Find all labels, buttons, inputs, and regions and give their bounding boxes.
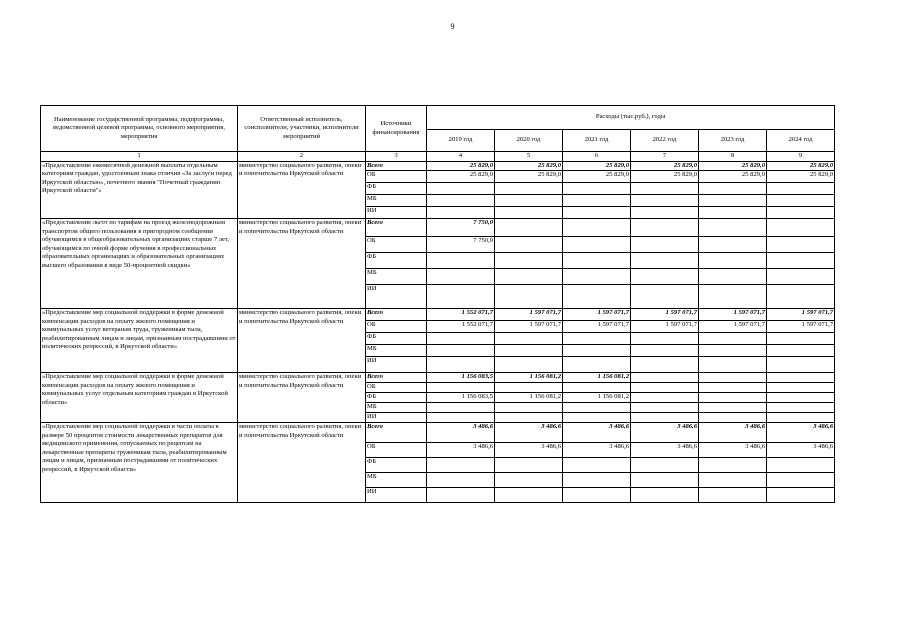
expense-value: 1 552 071,7 <box>427 321 495 333</box>
expense-value: 25 829,0 <box>427 162 495 171</box>
expense-value <box>495 195 563 207</box>
expense-value <box>427 285 495 309</box>
expense-value <box>699 383 767 393</box>
funding-source: ОБ <box>366 443 427 458</box>
expense-value <box>699 403 767 413</box>
expense-value <box>767 413 835 423</box>
expense-value: 25 829,0 <box>631 171 699 183</box>
funding-source: ИИ <box>366 285 427 309</box>
expense-value: 1 552 071,7 <box>427 309 495 321</box>
expense-value: 3 486,6 <box>631 443 699 458</box>
expense-value: 25 829,0 <box>699 162 767 171</box>
expense-value: 3 486,6 <box>427 423 495 443</box>
expense-value <box>563 403 631 413</box>
funding-source: Всего <box>366 373 427 383</box>
expense-value <box>427 253 495 269</box>
expense-value <box>495 207 563 219</box>
expense-value: 3 486,6 <box>699 443 767 458</box>
table-row <box>41 219 835 237</box>
expense-value <box>563 333 631 345</box>
expense-value: 1 597 071,7 <box>767 309 835 321</box>
expense-value <box>699 373 767 383</box>
header-year: 2024 год <box>767 130 835 152</box>
expense-value: 7 750,0 <box>427 219 495 237</box>
expense-value <box>699 183 767 195</box>
expense-value <box>427 357 495 373</box>
expense-value <box>767 237 835 253</box>
expense-value: 1 597 071,7 <box>563 321 631 333</box>
expense-value <box>699 207 767 219</box>
expense-value <box>495 413 563 423</box>
expense-value <box>427 403 495 413</box>
expense-value <box>767 219 835 237</box>
expense-value <box>563 413 631 423</box>
expense-value: 1 156 083,5 <box>427 373 495 383</box>
expense-value: 1 597 071,7 <box>495 321 563 333</box>
table-row <box>41 373 835 383</box>
expense-value <box>631 237 699 253</box>
expense-value <box>495 345 563 357</box>
expense-value <box>631 207 699 219</box>
expense-value: 3 486,6 <box>699 423 767 443</box>
measure-description: «Предоставление мер социальной поддержки в части оплаты в размере 50 процентов стоимости лекарственных препаратов для медицинского применения, отпускаемых по рецептам на лекарственные препараты труженикам тыла, реабилитированным лицам и лицам, признанным пострадавшими от политических репрессий, в Иркутской области» <box>41 423 238 503</box>
expense-value: 3 486,6 <box>427 443 495 458</box>
measure-description: «Предоставление мер социальной поддержки в форме денежной компенсации расходов на оплату жилого помещения и коммунальных услуг отдельным категориям граждан в Иркутской области» <box>41 373 238 423</box>
column-number: 6 <box>563 152 631 162</box>
table-row <box>41 309 835 321</box>
expense-value <box>767 333 835 345</box>
expense-value <box>631 253 699 269</box>
expense-value <box>427 207 495 219</box>
expense-value <box>495 488 563 503</box>
funding-source: ФБ <box>366 333 427 345</box>
expense-value <box>427 183 495 195</box>
measure-description: «Предоставление ежемесячной денежной выплаты отдельным категориям граждан, удостоенным знака отличия «За заслуги перед Иркутской областью», почетного звания "Почетный гражданин Иркутской области"» <box>41 162 238 219</box>
expense-value <box>767 383 835 393</box>
expense-value <box>699 413 767 423</box>
expense-value <box>631 403 699 413</box>
expense-value <box>495 333 563 345</box>
executor: министерство социального развития, опеки и попечительства Иркутской области <box>238 219 366 309</box>
measure-description: «Предоставление мер социальной поддержки в форме денежной компенсации расходов на оплату жилого помещения и коммунальных услуг ветеранам труда, труженикам тыла, реабилитированным лицам и лицам, признанным пострадавшими от политических репрессий, в Иркутской области» <box>41 309 238 373</box>
funding-source: ИИ <box>366 488 427 503</box>
page-number: 9 <box>450 22 455 31</box>
expense-value <box>699 357 767 373</box>
funding-source: Всего <box>366 219 427 237</box>
expense-value <box>631 269 699 285</box>
expense-value: 3 486,6 <box>495 423 563 443</box>
funding-source: ОБ <box>366 383 427 393</box>
expense-value <box>631 473 699 488</box>
expense-value <box>563 357 631 373</box>
executor: министерство социального развития, опеки и попечительства Иркутской области <box>238 423 366 503</box>
table-row <box>41 162 835 171</box>
expense-value <box>631 373 699 383</box>
expense-value: 25 829,0 <box>495 162 563 171</box>
expense-value: 1 597 071,7 <box>631 309 699 321</box>
expense-value: 25 829,0 <box>631 162 699 171</box>
expense-value: 3 486,6 <box>767 423 835 443</box>
expense-value <box>563 488 631 503</box>
expense-value <box>495 269 563 285</box>
funding-source: МБ <box>366 269 427 285</box>
expense-value: 25 829,0 <box>427 171 495 183</box>
expense-value <box>563 207 631 219</box>
expense-value: 1 156 083,5 <box>427 393 495 403</box>
expense-value: 3 486,6 <box>631 423 699 443</box>
expense-value <box>767 269 835 285</box>
funding-source: ФБ <box>366 458 427 473</box>
expense-value <box>563 285 631 309</box>
expense-value: 3 486,6 <box>563 423 631 443</box>
expense-value: 25 829,0 <box>495 171 563 183</box>
expense-value <box>563 237 631 253</box>
expense-value <box>631 383 699 393</box>
expense-value <box>699 458 767 473</box>
expense-value <box>699 219 767 237</box>
expense-value <box>495 357 563 373</box>
expense-value <box>631 219 699 237</box>
expense-value <box>631 413 699 423</box>
expense-value <box>563 345 631 357</box>
expense-value <box>495 473 563 488</box>
expense-value: 1 156 081,2 <box>563 373 631 383</box>
expense-value <box>631 458 699 473</box>
expense-value <box>563 253 631 269</box>
expense-value: 25 829,0 <box>563 171 631 183</box>
expense-value <box>699 195 767 207</box>
table-row <box>41 423 835 443</box>
funding-source: ФБ <box>366 183 427 195</box>
expense-value: 1 597 071,7 <box>767 321 835 333</box>
expense-value <box>631 285 699 309</box>
expense-value <box>699 285 767 309</box>
funding-source: ОБ <box>366 171 427 183</box>
expense-value <box>631 195 699 207</box>
funding-source: МБ <box>366 403 427 413</box>
funding-source: ИИ <box>366 413 427 423</box>
funding-source: Всего <box>366 309 427 321</box>
funding-source: Всего <box>366 423 427 443</box>
column-number: 8 <box>699 152 767 162</box>
expense-value: 1 597 071,7 <box>699 321 767 333</box>
expense-value <box>699 237 767 253</box>
expense-value <box>427 458 495 473</box>
expense-value <box>495 403 563 413</box>
expense-value <box>767 393 835 403</box>
expense-value <box>699 393 767 403</box>
expense-value: 25 829,0 <box>767 171 835 183</box>
expense-value <box>563 183 631 195</box>
expense-value <box>427 383 495 393</box>
expense-value <box>767 473 835 488</box>
column-number-row <box>41 152 835 162</box>
header-year: 2023 год <box>699 130 767 152</box>
expense-value: 7 750,0 <box>427 237 495 253</box>
column-number: 5 <box>495 152 563 162</box>
expense-value <box>427 195 495 207</box>
expense-value <box>767 253 835 269</box>
column-number: 9 <box>767 152 835 162</box>
expense-value <box>495 183 563 195</box>
funding-source: МБ <box>366 345 427 357</box>
expense-value <box>563 458 631 473</box>
funding-source: МБ <box>366 473 427 488</box>
expense-value: 3 486,6 <box>495 443 563 458</box>
expense-value <box>495 458 563 473</box>
expense-value <box>767 207 835 219</box>
expense-value <box>427 413 495 423</box>
expense-value <box>631 357 699 373</box>
funding-source: ИИ <box>366 207 427 219</box>
expense-value <box>563 473 631 488</box>
expense-value <box>563 269 631 285</box>
expense-value <box>563 383 631 393</box>
expense-value <box>563 219 631 237</box>
expense-value <box>699 345 767 357</box>
funding-source: ИИ <box>366 357 427 373</box>
expense-value <box>631 333 699 345</box>
expense-value: 3 486,6 <box>563 443 631 458</box>
measure-description: «Предоставление льгот по тарифам на проезд железнодорожным транспортом общего пользования в пригородном сообщении обучающимся в общеобразовательных организациях старше 7 лет, обучающимся по очной форме обучения в профессиональных образовательных организациях и образовательных организациях высшего образования в виде 50-процентной скидки» <box>41 219 238 309</box>
column-number: 4 <box>427 152 495 162</box>
expense-value: 25 829,0 <box>767 162 835 171</box>
funding-source: ОБ <box>366 321 427 333</box>
expense-value <box>699 488 767 503</box>
expense-value <box>631 393 699 403</box>
header-program-name: Наименование государственной программы, подпрограммы, ведомственной целевой программы, основного мероприятия, мероприятия <box>41 106 238 152</box>
expense-value <box>427 269 495 285</box>
expense-value <box>767 195 835 207</box>
header-funding-source: Источники финансирования <box>366 106 427 152</box>
expense-value <box>767 345 835 357</box>
header-year: 2021 год <box>563 130 631 152</box>
expense-value <box>427 488 495 503</box>
executor: министерство социального развития, опеки и попечительства Иркутской области <box>238 162 366 219</box>
executor: министерство социального развития, опеки и попечительства Иркутской области <box>238 309 366 373</box>
funding-source: ФБ <box>366 393 427 403</box>
expense-value <box>767 403 835 413</box>
expense-value <box>631 345 699 357</box>
header-expenses: Расходы (тыс.руб.), годы <box>427 106 835 130</box>
expense-value: 1 597 071,7 <box>563 309 631 321</box>
expense-value <box>427 345 495 357</box>
funding-source: Всего <box>366 162 427 171</box>
expense-value <box>699 473 767 488</box>
header-year: 2022 год <box>631 130 699 152</box>
expense-value <box>495 219 563 237</box>
expense-value <box>699 269 767 285</box>
expense-value <box>699 333 767 345</box>
header-year: 2020 год <box>495 130 563 152</box>
column-number: 2 <box>238 152 366 162</box>
funding-source: ФБ <box>366 253 427 269</box>
expense-value <box>767 458 835 473</box>
expense-value <box>495 253 563 269</box>
expense-value <box>631 488 699 503</box>
expense-value <box>495 285 563 309</box>
expense-value: 1 597 071,7 <box>631 321 699 333</box>
column-number: 7 <box>631 152 699 162</box>
executor: министерство социального развития, опеки и попечительства Иркутской области <box>238 373 366 423</box>
expense-value <box>767 357 835 373</box>
expense-value: 25 829,0 <box>563 162 631 171</box>
expense-value <box>699 253 767 269</box>
header-executor: Ответственный исполнитель, соисполнители, участники, исполнители мероприятий <box>238 106 366 152</box>
expense-value: 1 156 081,2 <box>563 393 631 403</box>
expense-value <box>767 285 835 309</box>
expense-value: 1 156 081,2 <box>495 373 563 383</box>
table-body <box>41 162 835 503</box>
column-number: 3 <box>366 152 427 162</box>
expense-value <box>495 383 563 393</box>
expense-value: 1 597 071,7 <box>699 309 767 321</box>
header-year: 2019 год <box>427 130 495 152</box>
expense-value <box>767 373 835 383</box>
expense-value <box>631 183 699 195</box>
expense-value <box>767 183 835 195</box>
expense-value <box>767 488 835 503</box>
expense-value <box>427 473 495 488</box>
expense-value <box>427 333 495 345</box>
budget-table <box>40 105 835 503</box>
expense-value <box>563 195 631 207</box>
expense-value <box>495 237 563 253</box>
funding-source: МБ <box>366 195 427 207</box>
funding-source: ОБ <box>366 237 427 253</box>
expense-value: 3 486,6 <box>767 443 835 458</box>
expense-value: 25 829,0 <box>699 171 767 183</box>
expense-value: 1 156 081,2 <box>495 393 563 403</box>
column-number: 1 <box>41 152 238 162</box>
expense-value: 1 597 071,7 <box>495 309 563 321</box>
